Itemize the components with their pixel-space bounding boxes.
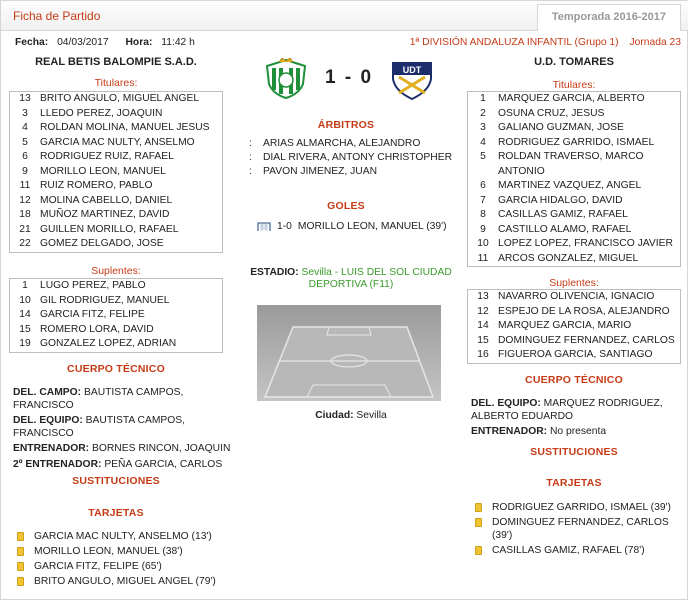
- staff-name: BAUTISTA CAMPOS, FRANCISCO: [13, 415, 186, 439]
- player-name[interactable]: MARQUEZ GARCIA, ALBERTO: [498, 93, 645, 104]
- matchday: Jornada 23: [629, 37, 681, 48]
- yellow-card-icon: [17, 562, 24, 571]
- away-team-name[interactable]: U.D. TOMARES: [534, 56, 614, 68]
- goals-list: [257, 221, 457, 232]
- player-number: 7: [480, 194, 486, 206]
- card-row: [475, 502, 681, 515]
- match-score: 1 - 0: [325, 67, 374, 88]
- player-name[interactable]: ARCOS GONZALEZ, MIGUEL: [498, 252, 639, 264]
- yellow-card-icon: [475, 503, 482, 512]
- player-name[interactable]: CASILLAS GAMIZ, RAFAEL: [498, 209, 628, 220]
- referee-name: ARIAS ALMARCHA, ALEJANDRO: [263, 138, 421, 149]
- player-row[interactable]: [468, 334, 680, 349]
- referee-name: PAVON JIMENEZ, JUAN: [263, 166, 378, 177]
- referee-name: DIAL RIVERA, ANTONY CHRISTOPHER: [263, 152, 453, 163]
- staff-row: [471, 398, 685, 423]
- card-row: [17, 576, 237, 589]
- player-name[interactable]: MORILLO LEON, MANUEL: [40, 165, 166, 177]
- player-number: 11: [477, 252, 489, 264]
- player-row[interactable]: [10, 179, 222, 194]
- away-staff-title: CUERPO TÉCNICO: [525, 374, 623, 386]
- player-number: 18: [19, 209, 31, 220]
- player-row[interactable]: [468, 121, 680, 136]
- player-number: 6: [22, 151, 28, 162]
- player-number: 13: [477, 291, 489, 302]
- player-number: 14: [19, 309, 31, 320]
- player-name[interactable]: FIGUEROA GARCIA, SANTIAGO: [498, 349, 653, 360]
- player-name[interactable]: CASTILLO ALAMO, RAFAEL: [498, 223, 632, 235]
- home-team-name[interactable]: REAL BETIS BALOMPIE S.A.D.: [35, 56, 197, 68]
- staff-role: DEL. EQUIPO:: [471, 398, 541, 409]
- staff-name: BORNES RINCON, JOAQUIN: [91, 443, 231, 454]
- player-row[interactable]: [468, 208, 680, 223]
- player-number: 15: [477, 334, 489, 346]
- home-cards-title: TARJETAS: [88, 507, 144, 519]
- player-number: 4: [22, 122, 28, 133]
- player-number: 19: [19, 338, 31, 349]
- card-row: [17, 531, 237, 544]
- player-row[interactable]: [468, 150, 680, 179]
- home-subs-title: Suplentes:: [91, 265, 141, 277]
- player-name[interactable]: GARCIA MAC NULTY, ANSELMO: [40, 136, 195, 148]
- card-row: [17, 561, 237, 574]
- card-player: MORILLO LEON, MANUEL (38'): [34, 546, 183, 557]
- player-number: 4: [480, 136, 486, 148]
- player-row[interactable]: [10, 150, 222, 165]
- player-name[interactable]: RUIZ ROMERO, PABLO: [40, 180, 153, 191]
- player-row[interactable]: [10, 136, 222, 151]
- player-name[interactable]: MUÑOZ MARTINEZ, DAVID: [40, 209, 170, 220]
- player-row[interactable]: [468, 290, 680, 305]
- player-number: 10: [477, 238, 489, 249]
- page-title: Ficha de Partido: [13, 9, 101, 23]
- staff-name: PEÑA GARCIA, CARLOS: [104, 458, 223, 470]
- competition-name[interactable]: 1ª DIVISIÓN ANDALUZA INFANTIL (Grupo 1): [409, 37, 619, 48]
- staff-row: [13, 387, 233, 412]
- player-name[interactable]: GALIANO GUZMAN, JOSE: [498, 122, 624, 133]
- referee-row: [249, 151, 459, 165]
- player-number: 22: [19, 238, 31, 249]
- player-number: 16: [477, 349, 489, 360]
- player-name[interactable]: MARTINEZ VAZQUEZ, ANGEL: [498, 180, 642, 191]
- staff-name: No presenta: [549, 426, 607, 437]
- player-number: 15: [19, 323, 31, 335]
- player-number: 5: [480, 151, 486, 162]
- goal-icon: [257, 221, 271, 232]
- player-row[interactable]: [10, 279, 222, 294]
- player-row[interactable]: [468, 252, 680, 267]
- home-substitutions-title: SUSTITUCIONES: [72, 475, 160, 487]
- player-row[interactable]: [10, 308, 222, 323]
- referees-title: ÁRBITROS: [317, 119, 375, 131]
- card-row: [475, 545, 681, 558]
- player-number: 12: [477, 305, 489, 317]
- player-name[interactable]: RODRIGUEZ RUIZ, RAFAEL: [40, 151, 174, 162]
- away-starters-list: [467, 91, 681, 267]
- stadium-label: ESTADIO:: [250, 267, 299, 278]
- home-starters-title: Titulares:: [94, 77, 138, 89]
- referee-row: [249, 165, 459, 179]
- player-number: 1: [480, 93, 486, 104]
- staff-row: [471, 426, 685, 439]
- goal-row: [257, 221, 457, 232]
- city-label: Ciudad:: [315, 410, 354, 421]
- referees-list: [249, 137, 459, 179]
- staff-row: [13, 459, 233, 472]
- player-number: 14: [477, 320, 489, 331]
- svg-text:UDT: UDT: [402, 65, 422, 75]
- player-number: 9: [480, 223, 486, 235]
- card-player: DOMINGUEZ FERNANDEZ, CARLOS (39'): [492, 517, 669, 541]
- staff-row: [13, 443, 233, 456]
- player-name[interactable]: MOLINA CABELLO, DANIEL: [40, 194, 173, 206]
- player-row[interactable]: [468, 237, 680, 252]
- card-row: [17, 546, 237, 559]
- player-number: 10: [19, 294, 31, 306]
- player-name[interactable]: LLEDO PEREZ, JOAQUIN: [40, 107, 163, 119]
- betis-crest-icon[interactable]: [263, 58, 309, 100]
- player-name[interactable]: GUILLEN MORILLO, RAFAEL: [40, 223, 179, 235]
- player-number: 12: [19, 194, 31, 206]
- header-bar: [1, 1, 688, 31]
- player-row[interactable]: [10, 194, 222, 209]
- player-row[interactable]: [468, 92, 680, 107]
- player-row[interactable]: [468, 223, 680, 238]
- player-name[interactable]: NAVARRO OLIVENCIA, IGNACIO: [498, 291, 655, 302]
- player-number: 1: [22, 280, 28, 291]
- player-row[interactable]: [468, 319, 680, 334]
- date-value: 04/03/2017: [57, 37, 109, 48]
- player-name[interactable]: MARQUEZ GARCIA, MARIO: [498, 320, 632, 331]
- away-subs-list: [467, 289, 681, 364]
- city-info: [245, 410, 457, 421]
- player-row[interactable]: [10, 337, 222, 352]
- player-row[interactable]: [468, 348, 680, 363]
- away-substitutions-title: SUSTITUCIONES: [530, 446, 618, 458]
- player-number: 21: [19, 223, 31, 235]
- player-row[interactable]: [10, 107, 222, 122]
- competition-info: [410, 37, 681, 48]
- referee-bullet: :: [249, 152, 252, 163]
- player-name[interactable]: ROLDAN MOLINA, MANUEL JESUS: [40, 122, 210, 133]
- yellow-card-icon: [475, 518, 482, 527]
- player-row[interactable]: [10, 165, 222, 180]
- stadium-info: [245, 267, 457, 291]
- card-player: RODRIGUEZ GARRIDO, ISMAEL (39'): [492, 502, 671, 513]
- match-date-time: [15, 37, 195, 48]
- referee-row: [249, 137, 459, 151]
- player-row[interactable]: [468, 305, 680, 320]
- staff-row: [13, 415, 233, 440]
- player-number: 6: [480, 180, 486, 191]
- yellow-card-icon: [17, 547, 24, 556]
- player-row[interactable]: [10, 208, 222, 223]
- player-name[interactable]: ROMERO LORA, DAVID: [40, 323, 154, 335]
- player-row[interactable]: [468, 136, 680, 151]
- away-cards-title: TARJETAS: [546, 477, 602, 489]
- city-value: Sevilla: [356, 410, 387, 421]
- staff-role: ENTRENADOR:: [13, 443, 90, 454]
- player-row[interactable]: [10, 294, 222, 309]
- player-row[interactable]: [10, 237, 222, 252]
- player-number: 13: [19, 93, 31, 104]
- staff-name: BAUTISTA CAMPOS, FRANCISCO: [13, 387, 184, 411]
- player-row[interactable]: [10, 121, 222, 136]
- player-name[interactable]: RODRIGUEZ GARRIDO, ISMAEL: [498, 136, 655, 148]
- staff-name: MARQUEZ RODRIGUEZ, ALBERTO EDUARDO: [471, 398, 663, 422]
- player-name[interactable]: GOMEZ DELGADO, JOSE: [40, 238, 164, 249]
- stadium-link[interactable]: Sevilla - LUIS DEL SOL CIUDAD DEPORTIVA (F11): [301, 267, 452, 290]
- card-player: GARCIA MAC NULTY, ANSELMO (13'): [34, 531, 212, 542]
- player-name[interactable]: LOPEZ LOPEZ, FRANCISCO JAVIER: [498, 238, 673, 249]
- goal-score: 1-0: [277, 221, 292, 232]
- player-name[interactable]: GONZALEZ LOPEZ, ADRIAN: [40, 338, 177, 349]
- player-row[interactable]: [468, 107, 680, 122]
- player-name[interactable]: ROLDAN TRAVERSO, MARCO ANTONIO: [498, 151, 644, 177]
- staff-role: DEL. EQUIPO:: [13, 415, 83, 426]
- player-number: 8: [480, 209, 486, 220]
- home-staff: [13, 387, 233, 474]
- goals-title: GOLES: [327, 200, 365, 212]
- player-number: 5: [22, 136, 28, 148]
- player-row[interactable]: [10, 92, 222, 107]
- player-name[interactable]: ESPEJO DE LA ROSA, ALEJANDRO: [498, 305, 670, 317]
- player-row[interactable]: [468, 179, 680, 194]
- player-number: 9: [22, 165, 28, 177]
- home-staff-title: CUERPO TÉCNICO: [67, 363, 165, 375]
- player-number: 3: [480, 122, 486, 133]
- player-name[interactable]: GIL RODRIGUEZ, MANUEL: [40, 294, 170, 306]
- away-subs-title: Suplentes:: [549, 277, 599, 289]
- player-name[interactable]: BRITO ANGULO, MIGUEL ANGEL: [40, 93, 200, 104]
- yellow-card-icon: [17, 532, 24, 541]
- away-staff: [471, 398, 685, 442]
- referee-bullet: :: [249, 138, 252, 149]
- away-starters-title: Titulares:: [552, 79, 596, 91]
- season-tab[interactable]: Temporada 2016-2017: [537, 4, 681, 31]
- player-name[interactable]: GARCIA HIDALGO, DAVID: [498, 194, 623, 206]
- player-name[interactable]: OSUNA CRUZ, JESUS: [498, 107, 605, 119]
- staff-role: ENTRENADOR:: [471, 426, 548, 437]
- football-pitch-icon: [257, 305, 441, 401]
- home-cards-list: [17, 531, 237, 591]
- time-value: 11:42 h: [161, 37, 195, 48]
- card-player: CASILLAS GAMIZ, RAFAEL (78'): [492, 544, 645, 556]
- away-cards-list: [475, 502, 681, 560]
- staff-role: DEL. CAMPO:: [13, 387, 82, 398]
- player-name[interactable]: LUGO PEREZ, PABLO: [40, 280, 146, 291]
- player-number: 2: [480, 107, 486, 119]
- player-number: 11: [19, 180, 31, 191]
- tomares-crest-icon[interactable]: [389, 57, 435, 101]
- staff-role: 2º ENTRENADOR:: [13, 458, 102, 470]
- player-row[interactable]: [10, 323, 222, 338]
- player-row[interactable]: [468, 194, 680, 209]
- yellow-card-icon: [475, 546, 482, 555]
- player-number: 3: [22, 107, 28, 119]
- player-row[interactable]: [10, 223, 222, 238]
- time-label: Hora:: [125, 37, 153, 48]
- player-name[interactable]: GARCIA FITZ, FELIPE: [40, 309, 145, 320]
- yellow-card-icon: [17, 577, 24, 586]
- player-name[interactable]: DOMINGUEZ FERNANDEZ, CARLOS: [498, 334, 675, 346]
- referee-bullet: :: [249, 166, 252, 177]
- card-player: GARCIA FITZ, FELIPE (65'): [34, 561, 162, 572]
- card-row: [475, 517, 681, 542]
- date-label: Fecha:: [15, 37, 49, 48]
- home-starters-list: [9, 91, 223, 253]
- home-subs-list: [9, 278, 223, 353]
- card-player: BRITO ANGULO, MIGUEL ANGEL (79'): [34, 576, 216, 587]
- goal-scorer: MORILLO LEON, MANUEL (39'): [297, 221, 447, 232]
